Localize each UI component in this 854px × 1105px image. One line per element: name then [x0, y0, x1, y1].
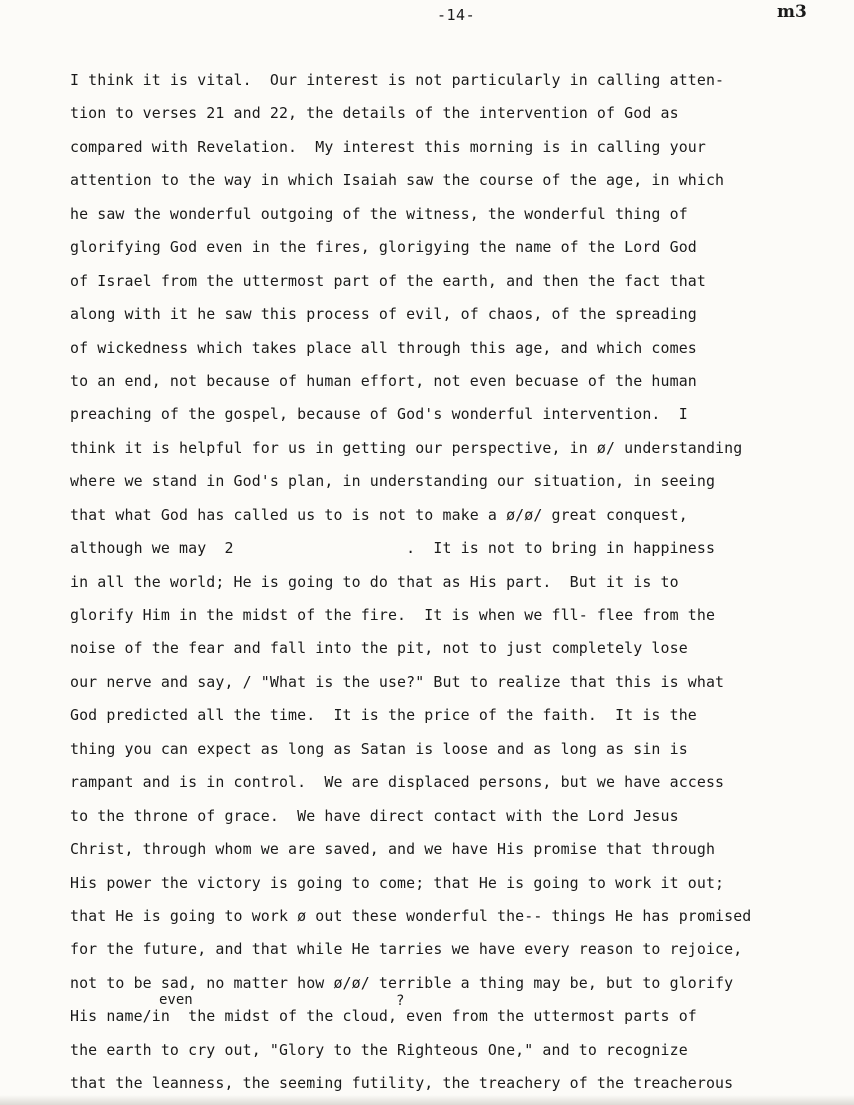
- handwritten-annotation-question: ?: [396, 993, 405, 1009]
- text-line: attention to the way in which Isaiah saw the course of the age, in which: [70, 171, 725, 190]
- text-line: noise of the fear and fall into the pit, not to just completely lose: [70, 639, 688, 658]
- body-text: [70, 64, 850, 1101]
- text-line: of Israel from the uttermost part of the earth, and then the fact that: [70, 271, 706, 290]
- text-line: for the future, and that while He tarries we have every reason to rejoice,: [70, 940, 743, 959]
- text-line: along with it he saw this process of evil, of chaos, of the spreading: [70, 305, 697, 324]
- text-line: the earth to cry out, "Glory to the Righteous One," and to recognize: [70, 1040, 688, 1059]
- text-line: he saw the wonderful outgoing of the witness, the wonderful thing of: [70, 204, 688, 223]
- text-line: glorifying God even in the fires, glorigying the name of the Lord God: [70, 238, 697, 257]
- text-line: that what God has called us to is not to make a ø/ø/ great conquest,: [70, 505, 688, 524]
- text-line: His name/in the midst of the cloud, even from the uttermost parts of: [70, 1007, 697, 1026]
- text-line: to the throne of grace. We have direct contact with the Lord Jesus: [70, 806, 679, 825]
- text-line: of wickedness which takes place all through this age, and which comes: [70, 338, 697, 357]
- text-line: God predicted all the time. It is the price of the faith. It is the: [70, 706, 697, 725]
- text-line: rampant and is in control. We are displaced persons, but we have access: [70, 773, 725, 792]
- text-line: preaching of the gospel, because of God's wonderful intervention. I: [70, 405, 688, 424]
- text-line: I think it is vital. Our interest is not particularly in calling atten-: [70, 71, 725, 89]
- text-line: Christ, through whom we are saved, and we have His promise that through: [70, 840, 716, 859]
- text-line: thing you can expect as long as Satan is loose and as long as sin is: [70, 739, 688, 758]
- text-line: where we stand in God's plan, in understanding our situation, in seeing: [70, 472, 716, 491]
- text-line: His power the victory is going to come; that He is going to work it out;: [70, 873, 725, 892]
- text-line: that the leanness, the seeming futility, the treachery of the treacherous: [70, 1074, 734, 1093]
- page-bottom-edge: [0, 1095, 854, 1105]
- text-line: to an end, not because of human effort, not even becuase of the human: [70, 371, 697, 390]
- text-line: glorify Him in the midst of the fire. It is when we fll- flee from the: [70, 606, 716, 624]
- text-line: that He is going to work ø out these wonderful the-- things He has promised: [70, 906, 752, 925]
- page-number: -14-: [437, 6, 476, 24]
- text-line: tion to verses 21 and 22, the details of the intervention of God as: [70, 104, 679, 123]
- text-line: not to be sad, no matter how ø/ø/ terrible a thing may be, but to glorify: [70, 973, 734, 992]
- handwritten-annotation-even: even: [159, 992, 193, 1008]
- text-line: our nerve and say, / "What is the use?" But to realize that this is what: [70, 672, 725, 691]
- page-mark: m3: [777, 2, 807, 22]
- text-line: compared with Revelation. My interest this morning is in calling your: [70, 137, 706, 156]
- text-line: in all the world; He is going to do that as His part. But it is to: [70, 572, 679, 591]
- text-line: although we may 2 . It is not to bring in happiness: [70, 539, 716, 558]
- text-line: think it is helpful for us in getting our perspective, in ø/ understanding: [70, 438, 743, 457]
